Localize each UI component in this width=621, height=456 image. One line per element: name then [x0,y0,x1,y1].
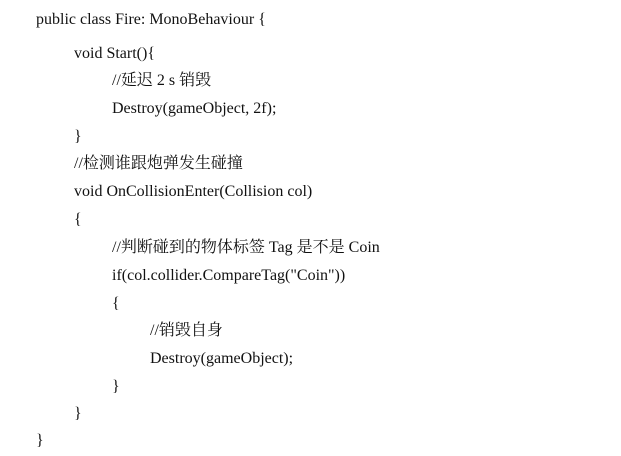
comment-destroy-delay-line: //延迟 2 s 销毁 [112,72,212,89]
collision-open-brace-line: { [74,211,82,228]
comment-collision-line: //检测谁跟炮弹发生碰撞 [74,155,243,172]
start-close-brace-line: } [74,128,82,145]
if-open-brace-line: { [112,295,120,312]
comment-tag-check-line: //判断碰到的物体标签 Tag 是不是 Coin [112,239,380,256]
if-close-brace-line: } [112,378,120,395]
class-declaration-line: public class Fire: MonoBehaviour { [36,11,266,28]
destroy-self-call-line: Destroy(gameObject); [150,350,294,367]
start-method-line: void Start(){ [74,45,155,62]
comment-destroy-self-line: //销毁自身 [150,322,223,339]
destroy-delay-call-line: Destroy(gameObject, 2f); [112,100,277,117]
collision-method-line: void OnCollisionEnter(Collision col) [74,183,313,200]
collision-close-brace-line: } [74,405,82,422]
class-close-brace-line: } [36,432,44,449]
if-compare-tag-line: if(col.collider.CompareTag("Coin")) [112,267,346,284]
